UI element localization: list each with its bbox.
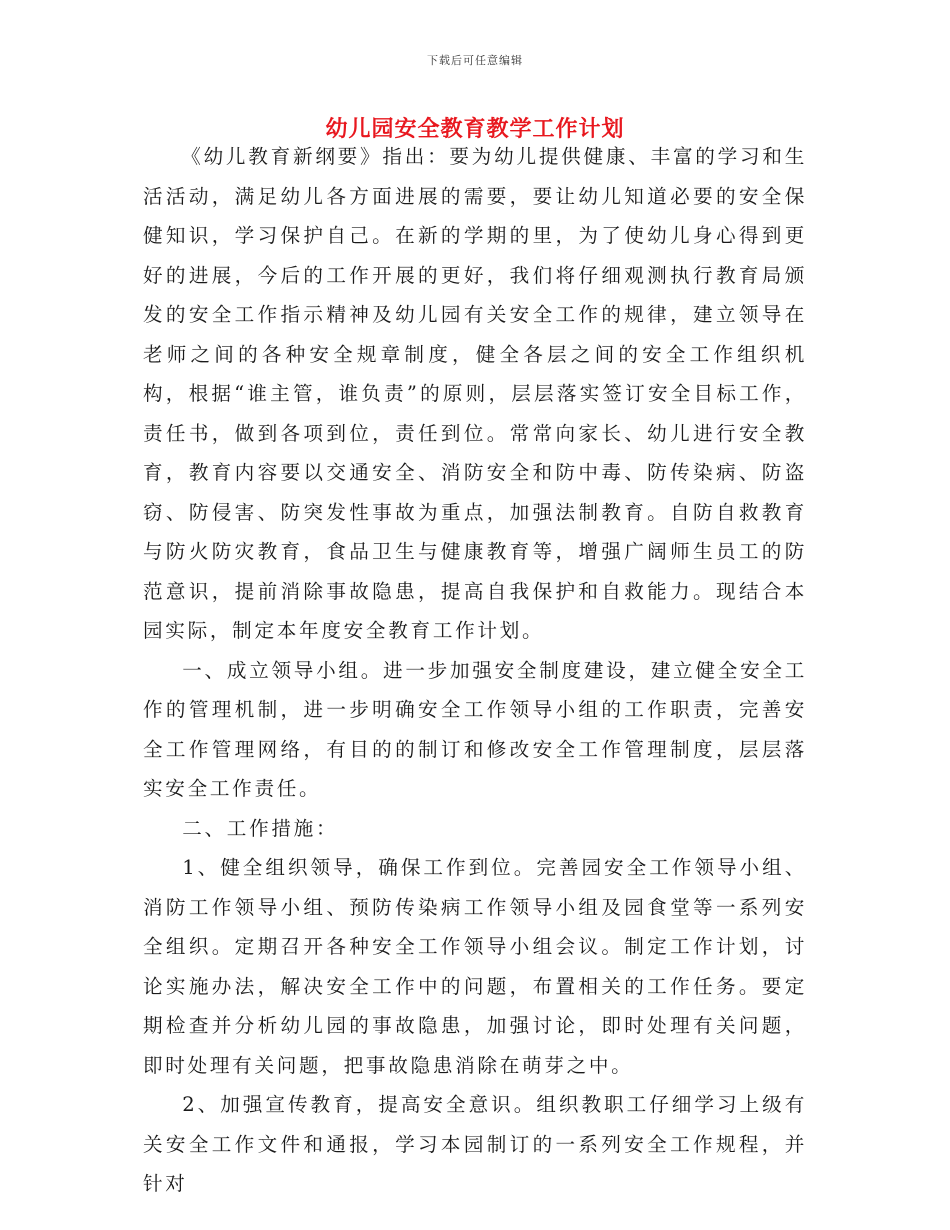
document-title: 幼儿园安全教育教学工作计划 (325, 117, 625, 142)
paragraph-measure-1: 1、健全组织领导，确保工作到位。完善园安全工作领导小组、消防工作领导小组、预防传染病工作领导小组及园食堂等一系列安全组织。定期召开各种安全工作领导小组会议。制定工作计划，讨论实施办法，解决安全工作中的问题，布置相关的工作任务。要定期检查并分析幼儿园的事故隐患，加强讨论，即时处理有关问题，即时处理有关问题，把事故隐患消除在萌芽之中。 (143, 856, 807, 1077)
header-note: 下载后可任意编辑 (427, 54, 523, 67)
document-body (143, 137, 807, 1204)
paragraph-measure-2: 2、加强宣传教育，提高安全意识。组织教职工仔细学习上级有关安全工作文件和通报，学习本园制订的一系列安全工作规程，并针对 (143, 1093, 807, 1195)
paragraph-section-1: 一、成立领导小组。进一步加强安全制度建设，建立健全安全工作的管理机制，进一步明确安全工作领导小组的工作职责，完善安全工作管理网络，有目的的制订和修改安全工作管理制度，层层落实安全工作责任。 (143, 658, 807, 800)
paragraph-section-2-heading: 二、工作措施： (182, 816, 339, 840)
paragraph-intro: 《幼儿教育新纲要》指出：要为幼儿提供健康、丰富的学习和生活活动，满足幼儿各方面进展的需要，要让幼儿知道必要的安全保健知识，学习保护自己。在新的学期的里，为了使幼儿身心得到更好的进展，今后的工作开展的更好，我们将仔细观测执行教育局颁发的安全工作指示精神及幼儿园有关安全工作的规律，建立领导在老师之间的各种安全规章制度，健全各层之间的安全工作组织机构，根据“谁主管，谁负责”的原则，层层落实签订安全目标工作，责任书，做到各项到位，责任到位。常常向家长、幼儿进行安全教育，教育内容要以交通安全、消防安全和防中毒、防传染病、防盗窃、防侵害、防突发性事故为重点，加强法制教育。自防自救教育与防火防灾教育，食品卫生与健康教育等，增强广阔师生员工的防范意识，提前消除事故隐患，提高自我保护和自救能力。现结合本园实际，制定本年度安全教育工作计划。 (143, 145, 807, 642)
